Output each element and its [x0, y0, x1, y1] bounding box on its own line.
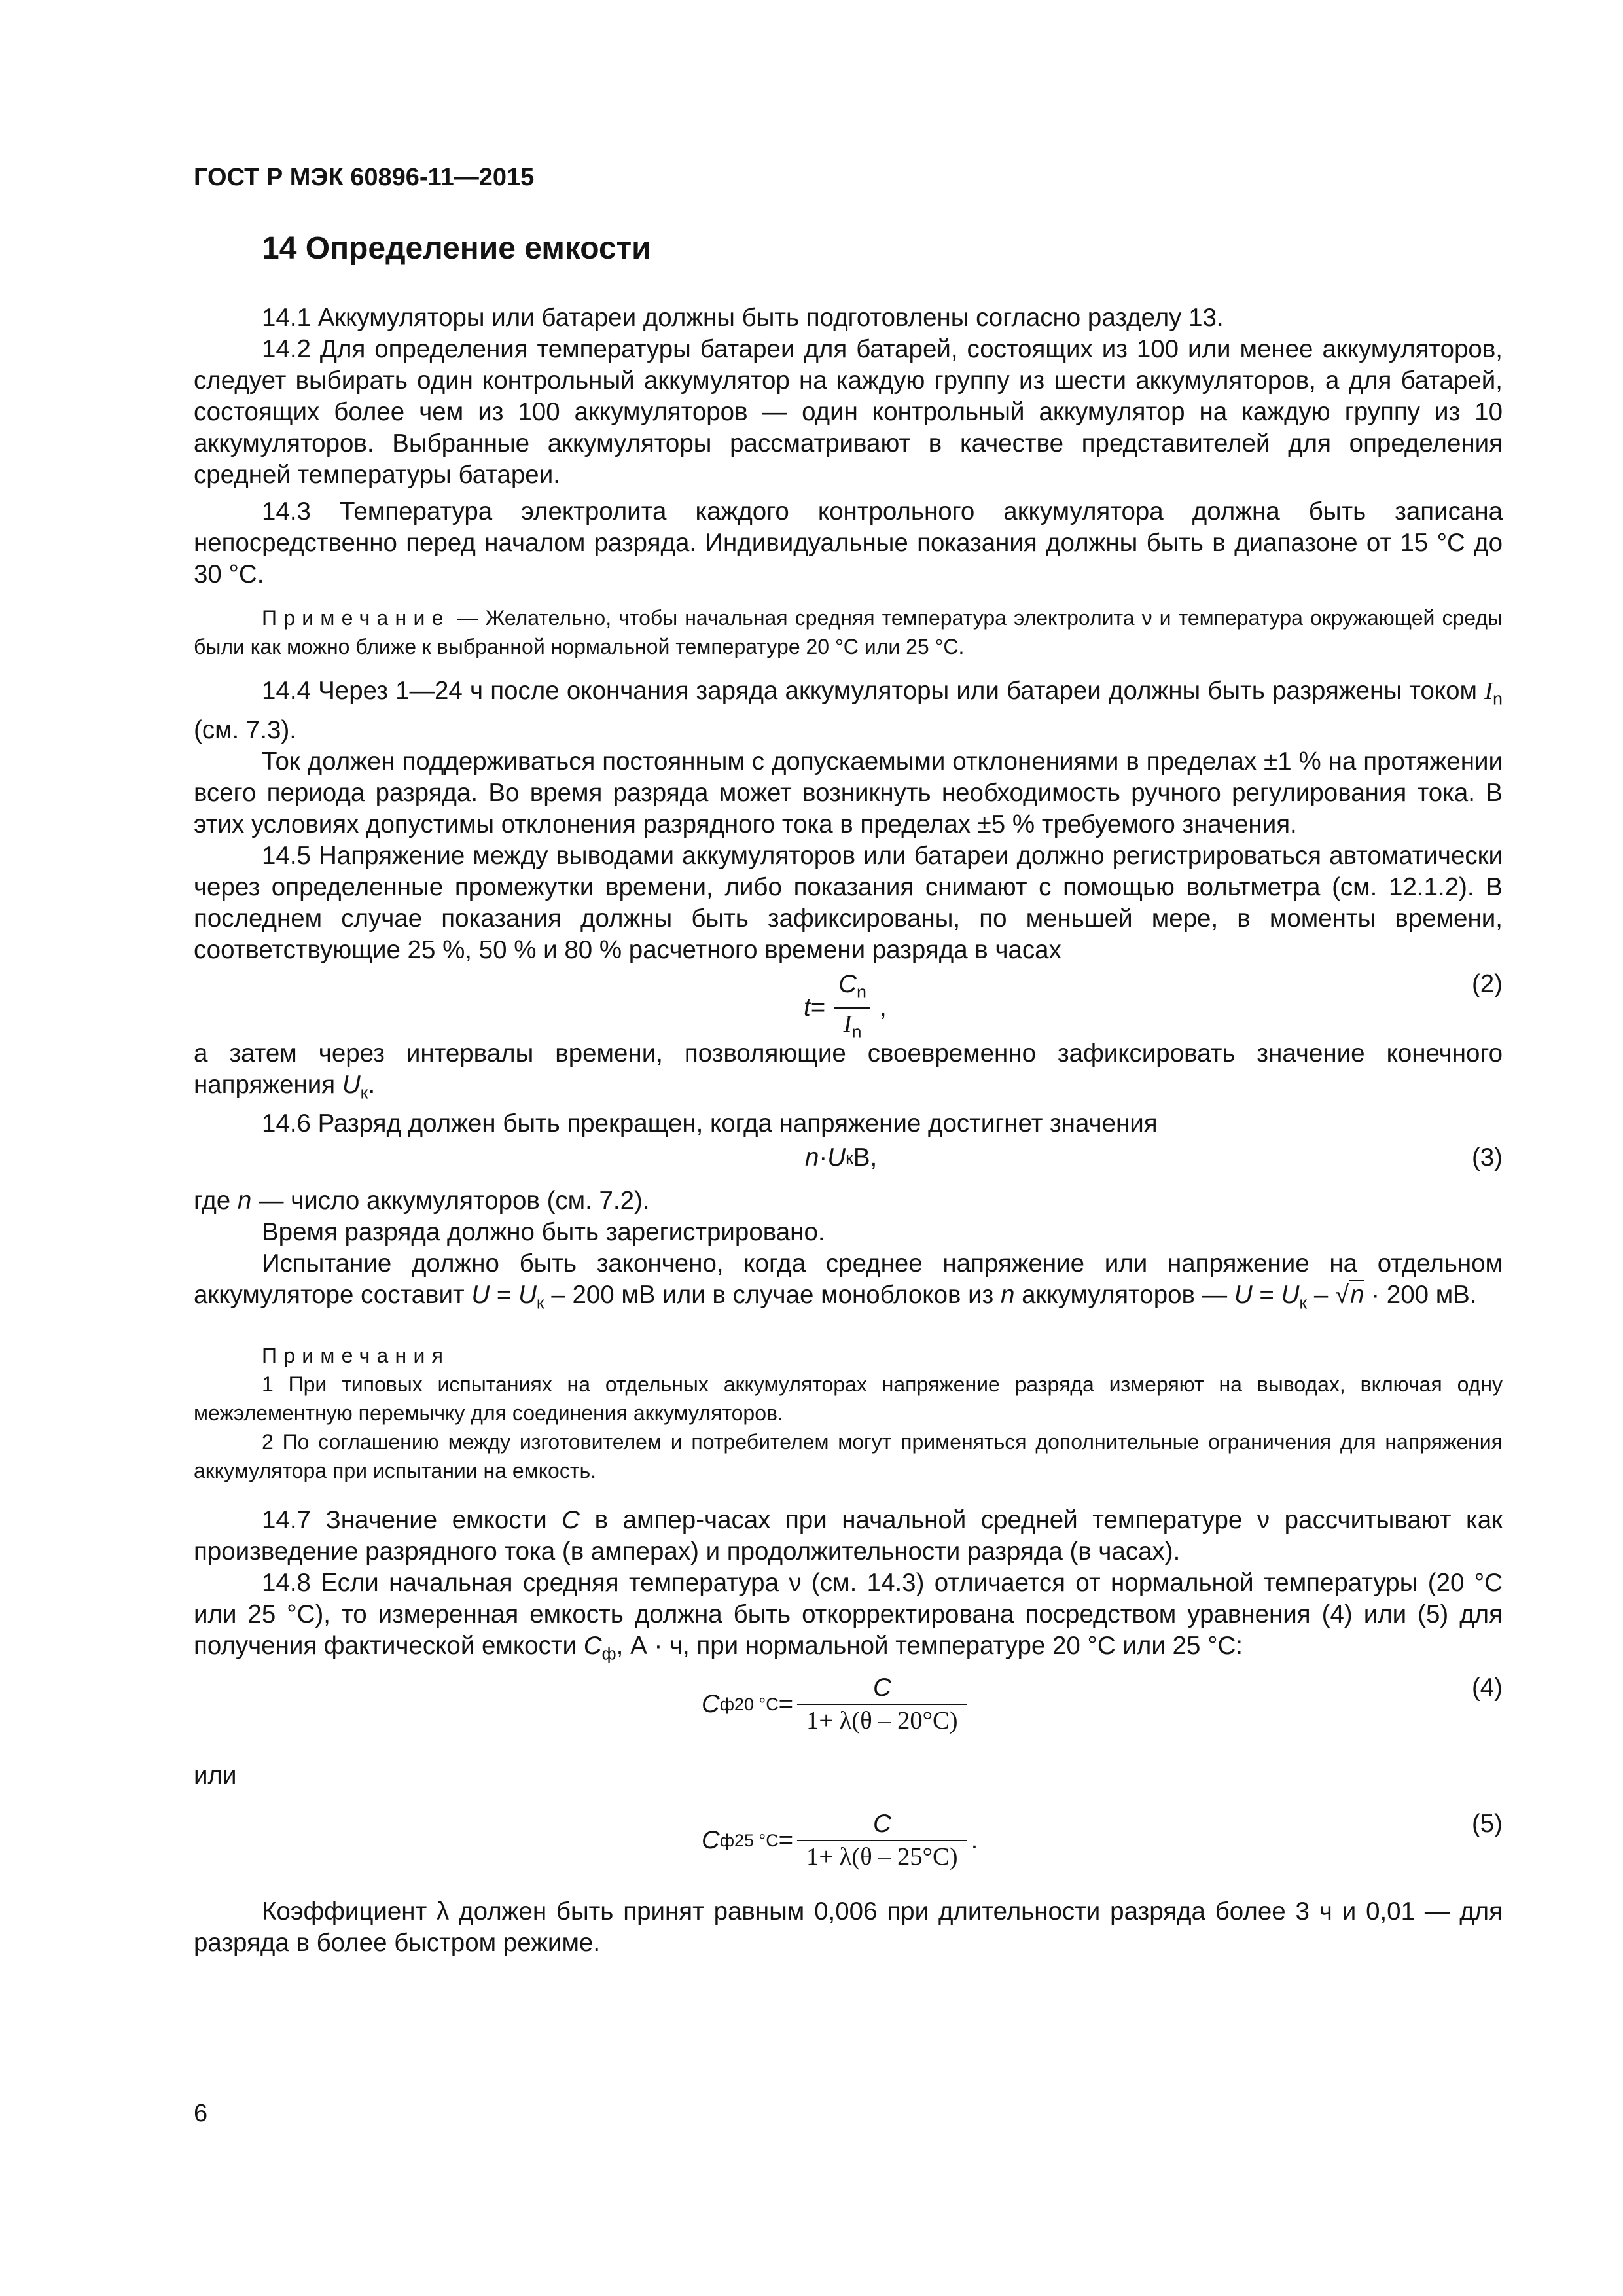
symbol-current: I [1484, 677, 1493, 705]
paragraph-14-2: 14.2 Для определения температуры батареи для батарей, состоящих из 100 или менее аккумуляторов, следует выбирать один контрольный аккумулятор на каждую группу из шести аккумуляторов, а для батарей, состоящих более чем из 100 аккумуляторов — один контрольный аккумулятор на каждую группу из 10 аккумуляторов. Выбранные аккумуляторы рассматривают в качестве представителей для определения средней температуры батареи. [194, 335, 1503, 489]
paragraph-discharge-time: Время разряда должно быть зарегистрировано. [262, 1218, 825, 1247]
page-number: 6 [194, 2100, 208, 2127]
note-item-2: 2 По соглашению между изготовителем и потребителем могут применяться дополнительные ограничения для напряжения аккумулятора при испытании на емкость. [194, 1430, 1503, 1483]
paragraph-test-end: Испытание должно быть закончено, когда среднее напряжение или напряжение на отдельном аккумуляторе составит $U = U_к - 200$ мВ или в случае моноблоков из n аккумуляторов — $U = U_к - √n \cdot 200$ мВ. [194, 1249, 1503, 1314]
paragraph-14-8: 14.8 Если начальная средняя температура ν (см. 14.3) отличается от нормальной температуры (20 °С или 25 °С), то измеренная емкость должна быть откорректирована посредством уравнения (4) или (5) для получения фактической емкости $C_ф$, А · ч, при нормальной температуре 20 °С или 25 °С: [194, 1569, 1503, 1664]
paragraph-14-3: 14.3 Температура электролита каждого контрольного аккумулятора должна быть записана непосредственно перед началом разряда. Индивидуальные показания должны быть в диапазоне от 15 °С до 30 °С. [194, 497, 1503, 588]
notes-label: Примечания [262, 1344, 450, 1368]
paragraph-14-4-continued: Ток должен поддерживаться постоянным с допускаемыми отклонениями в пределах ±1 % на протяжении всего периода разряда. Во время разряда может возникнуть необходимость ручного регулирования тока. В этих условиях допустимы отклонения разрядного тока в пределах ±5 % требуемого значения. [194, 747, 1503, 838]
paragraph-or: или [194, 1761, 237, 1789]
fraction-c-over-i: $\frac{C_n}{I_n}$ [829, 969, 876, 1048]
note-text: — Желательно, чтобы начальная средняя температура электролита ν и температура окружающей среды были как можно ближе к выбранной нормальной температуре 20 °С или 25 °С. [194, 606, 1503, 658]
equation-2: t = $\frac{C_n}{I_n}$ , (2) [194, 969, 1503, 1034]
paragraph-14-6: 14.6 Разряд должен быть прекращен, когда напряжение достигнет значения [262, 1109, 1158, 1138]
note-14-3 [194, 603, 1503, 661]
equation-number-5: (5) [1471, 1809, 1503, 1838]
paragraph-14-5: 14.5 Напряжение между выводами аккумуляторов или батареи должно регистрироваться автоматически через определенные промежутки времени, либо показания снимают с помощью вольтметра (см. 12.1.2). В последнем случае показания должны быть зафиксированы, по меньшей мере, в моменты времени, соответствующие 25 %, 50 % и 80 % расчетного времени разряда в часах [194, 841, 1503, 964]
equation-3: n · U к В, (3) [194, 1142, 1503, 1181]
paragraph-coefficient: Коэффициент λ должен быть принят равным 0,006 при длительности разряда более 3 ч и 0,01 — для разряда в более быстром режиме. [194, 1897, 1503, 1957]
equation-number-4: (4) [1471, 1673, 1503, 1702]
note-item-1: 1 При типовых испытаниях на отдельных аккумуляторах напряжение разряда измеряют на выводах, включая одну межэлементную перемычку для соединения аккумуляторов. [194, 1372, 1503, 1426]
paragraph-14-1: 14.1 Аккумуляторы или батареи должны быть подготовлены согласно разделу 13. [262, 304, 1224, 332]
equation-number-3: (3) [1471, 1143, 1503, 1172]
fraction-temperature-25: $\frac{C}{1+ \lambda(\theta - 25^\circ С)}$ [797, 1808, 967, 1873]
equation-4: C ф20 °С = $\frac{C}{1+ \lambda(\theta - 20^\circ С)}$ (4) [194, 1672, 1503, 1756]
equation-5: C ф25 °С = $\frac{C}{1+ \lambda(\theta - 25^\circ С)}$ . (5) [194, 1808, 1503, 1892]
section-title: 14 Определение емкости [262, 231, 651, 266]
body-text [194, 302, 1503, 1959]
note-label: Примечание [262, 606, 450, 630]
fraction-temperature-20: $\frac{C}{1+ \lambda(\theta - 20^\circ С)}$ [797, 1672, 967, 1736]
paragraph-14-7: 14.7 Значение емкости C в ампер-часах при начальной средней температуре ν рассчитывают как произведение разрядного тока (в амперах) и продолжительности разряда (в часах). [194, 1506, 1503, 1566]
paragraph-where: где n — число аккумуляторов (см. 7.2). [194, 1187, 650, 1215]
document-code: ГОСТ Р МЭК 60896-11—2015 [194, 164, 535, 191]
paragraph-14-5-after: а затем через интервалы времени, позволяющие своевременно зафиксировать значение конечного напряжения $U_к$. [194, 1039, 1503, 1103]
paragraph-14-4: 14.4 Через 1—24 ч после окончания заряда аккумуляторы или батареи должны быть разряжены током $I_n$ (см. 7.3). [194, 677, 1503, 744]
equation-number-2: (2) [1471, 969, 1503, 998]
notes-block [194, 1341, 1503, 1485]
